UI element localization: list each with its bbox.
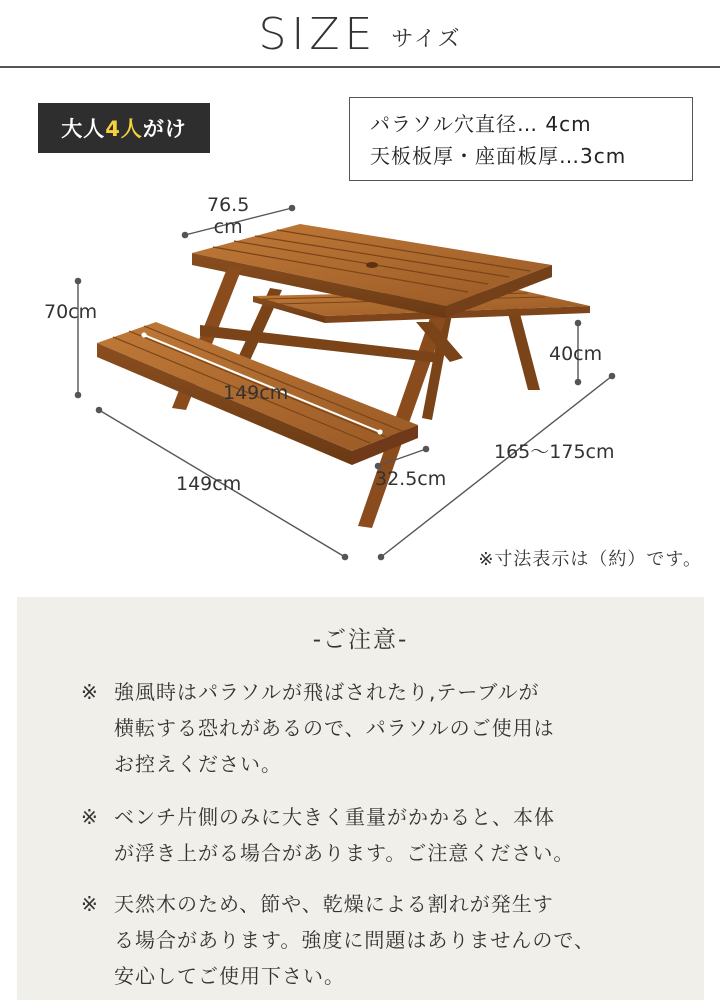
caution-mark: ※ [81, 680, 98, 704]
dim-overall-length: 149cm [176, 473, 242, 495]
capacity-badge [38, 103, 210, 153]
caution-text: ベンチ片側のみに大きく重量がかかると、本体 が浮き上がる場合があります。ご注意ください。 [114, 805, 575, 865]
caution-title: -ご注意- [312, 627, 409, 653]
caution-mark: ※ [81, 805, 98, 829]
header-divider [0, 66, 720, 68]
spec-parasol-hole: パラソル穴直径… 4cm [370, 112, 592, 136]
caution-text: 強風時はパラソルが飛ばされたり,テーブルが 横転する恐れがあるので、パラソルのご使用は お控えください。 [114, 680, 555, 776]
section-subtitle: サイズ [391, 26, 462, 52]
caution-panel [17, 597, 704, 1000]
approx-note: ※寸法表示は（約）です。 [478, 549, 702, 570]
dim-bench-depth: 32.5cm [375, 468, 447, 490]
dim-bench-length: 149cm [223, 382, 289, 404]
section-title: SIZE [258, 8, 378, 60]
dim-overall-width: 165～175cm [494, 441, 615, 463]
capacity-suffix: がけ [142, 117, 187, 141]
spec-board-thickness: 天板板厚・座面板厚…3cm [370, 144, 627, 168]
capacity-number: 4人 [105, 117, 143, 141]
caution-mark: ※ [81, 892, 98, 916]
dim-top-depth: 76.5 cm [207, 194, 250, 238]
dim-height: 70cm [44, 301, 98, 323]
dim-bench-height: 40cm [549, 343, 603, 365]
spec-box [349, 97, 693, 181]
picnic-table-illustration [0, 180, 720, 600]
section-header [0, 0, 720, 68]
capacity-prefix: 大人 [61, 117, 106, 141]
caution-text: 天然木のため、節や、乾燥による割れが発生す る場合があります。強度に問題はありませんので、 安心してご使用下さい。 [114, 892, 595, 988]
